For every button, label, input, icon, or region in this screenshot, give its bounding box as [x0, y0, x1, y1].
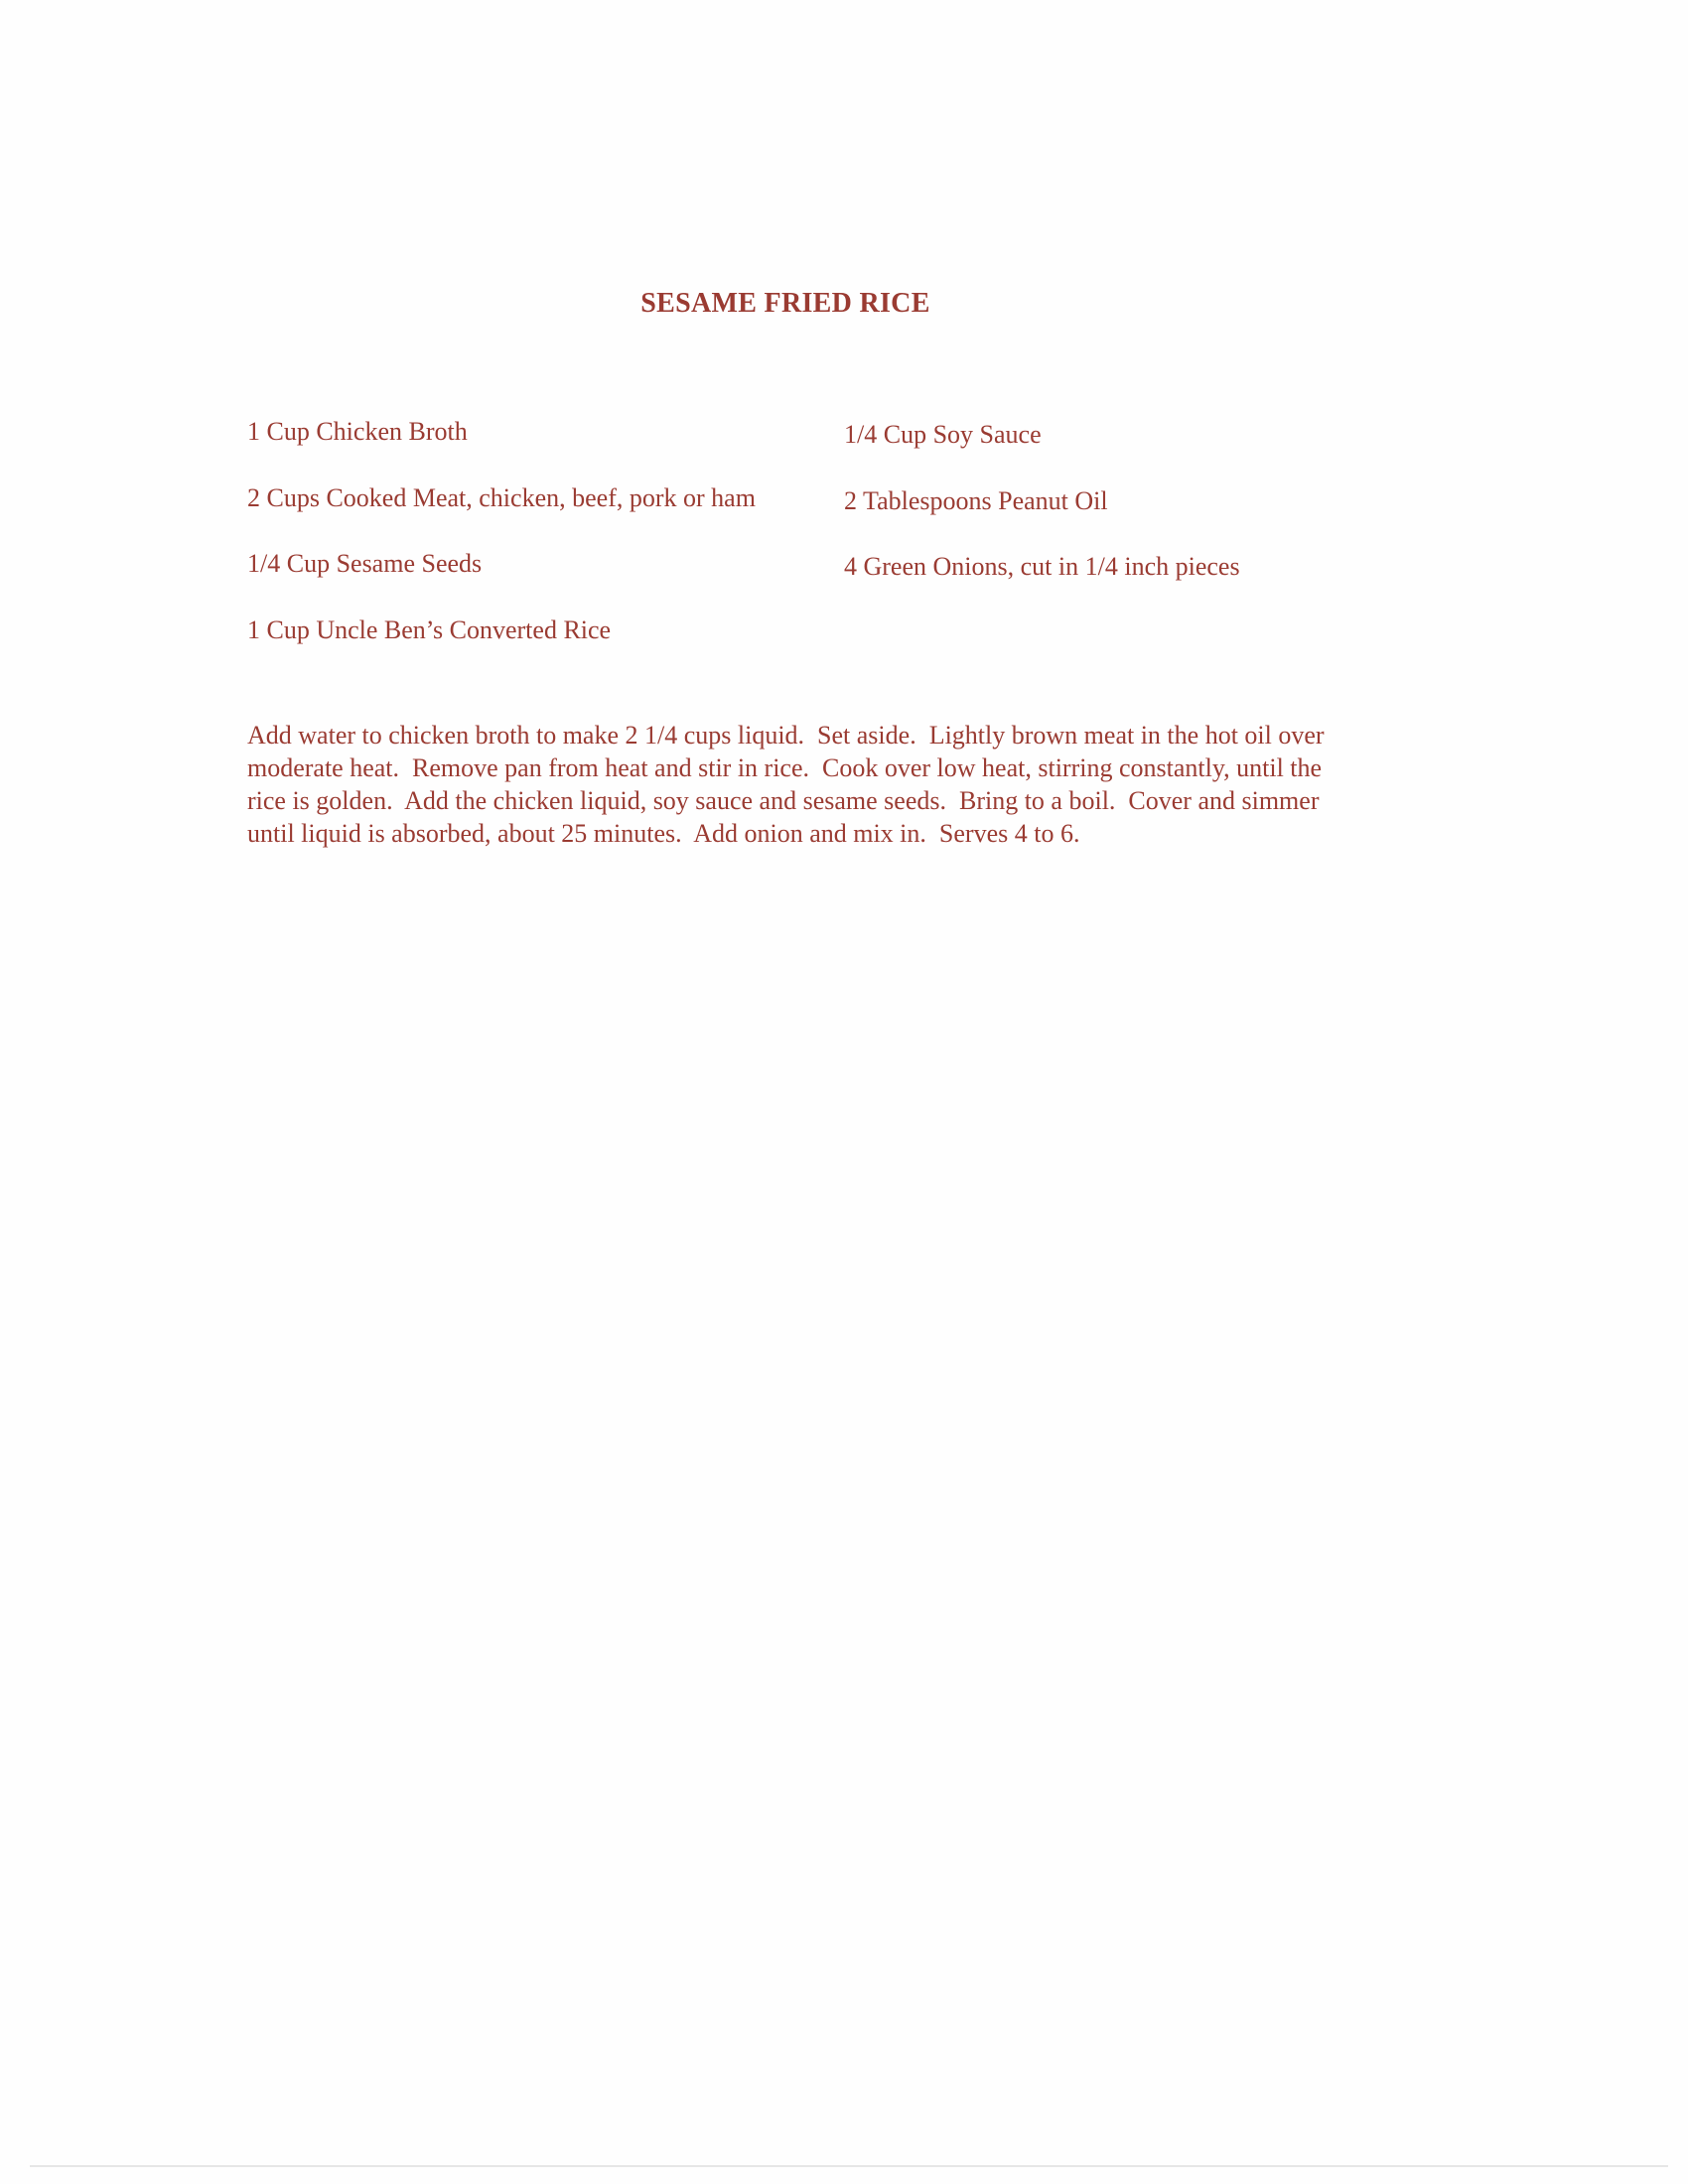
ingredients-left-column — [247, 417, 756, 681]
ingredient-item: 1 Cup Chicken Broth — [247, 417, 468, 446]
ingredient-item: 1 Cup Uncle Ben’s Converted Rice — [247, 614, 612, 644]
ingredient-item: 1/4 Cup Soy Sauce — [844, 420, 1042, 449]
method-line: until liquid is absorbed, about 25 minutes. Add onion and mix in. Serves 4 to 6. — [247, 819, 1080, 848]
method-paragraph — [247, 719, 1439, 850]
method-line: rice is golden. Add the chicken liquid, soy sauce and sesame seeds. Bring to a boil. Cover and simmer — [247, 786, 1320, 815]
ingredient-item: 1/4 Cup Sesame Seeds — [247, 549, 483, 578]
ingredient-item: 2 Cups Cooked Meat, chicken, beef, pork or ham — [247, 482, 756, 512]
ingredients-right-column — [844, 420, 1240, 618]
method-line: moderate heat. Remove pan from heat and stir in rice. Cook over low heat, stirring constantly, until the — [247, 753, 1323, 782]
ingredient-item: 2 Tablespoons Peanut Oil — [844, 485, 1108, 515]
method-line: Add water to chicken broth to make 2 1/4 cups liquid. Set aside. Lightly brown meat in the hot oil over — [247, 721, 1325, 750]
recipe-title: SESAME FRIED RICE — [640, 288, 930, 319]
scan-edge-line — [30, 2165, 1668, 2167]
ingredient-item: 4 Green Onions, cut in 1/4 inch pieces — [844, 552, 1240, 581]
